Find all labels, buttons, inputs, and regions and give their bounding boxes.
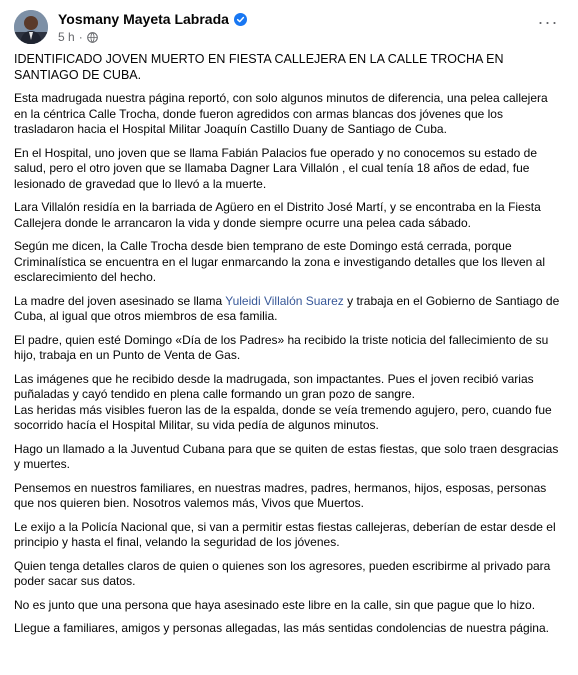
post-paragraph: Según me dicen, la Calle Trocha desde bien temprano de este Domingo está cerrada, porque Criminalística se encuentra en el lugar enmarcando la zona e investigando detalles que los lleven al esclarecimiento del hecho. [14,239,545,284]
post-paragraph: El padre, quien esté Domingo «Día de los Padres» ha recibido la triste noticia del fallecimiento de su hijo, trabaja en un Punto de Venta de Gas. [14,332,549,362]
globe-icon[interactable] [87,32,98,43]
post-body [14,52,562,645]
post-paragraph: Le exijo a la Policía Nacional que, si van a permitir estas fiestas callejeras, deberían de estar desde el principio y hasta el final, velando la seguridad de los jóvenes. [14,519,556,549]
verified-badge-icon [234,13,247,26]
more-options-button[interactable] [534,12,562,40]
post-meta [58,30,98,44]
post-paragraph: Pensemos en nuestros familiares, en nuestras madres, padres, hermanos, hijos, esposas, personas que nos quieren bien. Nosotros valemos más, Vivos que Muertos. [14,480,547,510]
author-name[interactable]: Yosmany Mayeta Labrada [58,11,229,27]
post-header [14,8,564,48]
post-paragraph: Esta madrugada nuestra página reportó, con solo algunos minutos de diferencia, una pelea callejera en la céntrica Calle Trocha, donde fueron agredidos con armas blancas dos jóvenes que los trasladaron hacia el Hospital Militar Joaquín Castillo Duany de Santiago de Cuba. [14,91,548,136]
post-paragraph: Las imágenes que he recibido desde la madrugada, son impactantes. Pues el joven recibió varias puñaladas y cayó tendido en plena calle formando un gran pozo de sangre. [14,371,534,401]
post-paragraph: En el Hospital, uno joven que se llama Fabián Palacios fue operado y no conocemos su estado de salud, pero el otro joven que se llamaba Dagner Lara Villalón , el cual tenía 18 años de edad, fue lesionado de gravedad que lo llevó a la muerte. [14,145,537,191]
meta-separator: · [78,30,83,44]
post-paragraph: Las heridas más visibles fueron las de la espalda, donde se veía tremendo agujero, pero, cuando fue socorrido hacía el Hospital Militar, su vida pedía de algunos minutos. [14,402,552,432]
post-paragraph: Lara Villalón residía en la barriada de Agüero en el Distrito José Martí, y se encontraba en la Fiesta Callejera donde le arrancaron la vida y donde siempre ocurre una pelea cada sábado. [14,200,541,230]
ellipsis-icon: ··· [537,12,559,32]
post-paragraph: No es junto que una persona que haya asesinado este libre en la calle, sin que pague que lo hizo. [14,597,536,612]
avatar-portrait-icon [14,10,48,44]
post-paragraph: Llegue a familiares, amigos y personas allegadas, las más sentidas condolencias de nuestra página. [14,621,549,635]
post-paragraph-mother [14,294,562,325]
post-paragraph: Quien tenga detalles claros de quien o quienes son los agresores, pueden escribirme al privado para poder sacar sus datos. [14,558,551,588]
author-line [58,11,247,27]
post-paragraph: Hago un llamado a la Juventud Cubana para que se quiten de estas fiestas, que solo traen desgracias y muertes. [14,441,559,471]
avatar[interactable] [14,10,48,44]
profile-mention-link[interactable]: Yuleidi Villalón Suarez [225,293,344,308]
text-segment: y trabaja en el Gobierno de Santiago de Cuba, al igual que otros miembros de esa familia. [14,293,560,323]
post-paragraph-headline: IDENTIFICADO JOVEN MUERTO EN FIESTA CALLEJERA EN LA CALLE TROCHA EN SANTIAGO DE CUBA. [14,52,504,82]
text-segment: La madre del joven asesinado se llama [14,293,226,308]
post-timestamp[interactable]: 5 h [58,30,75,44]
